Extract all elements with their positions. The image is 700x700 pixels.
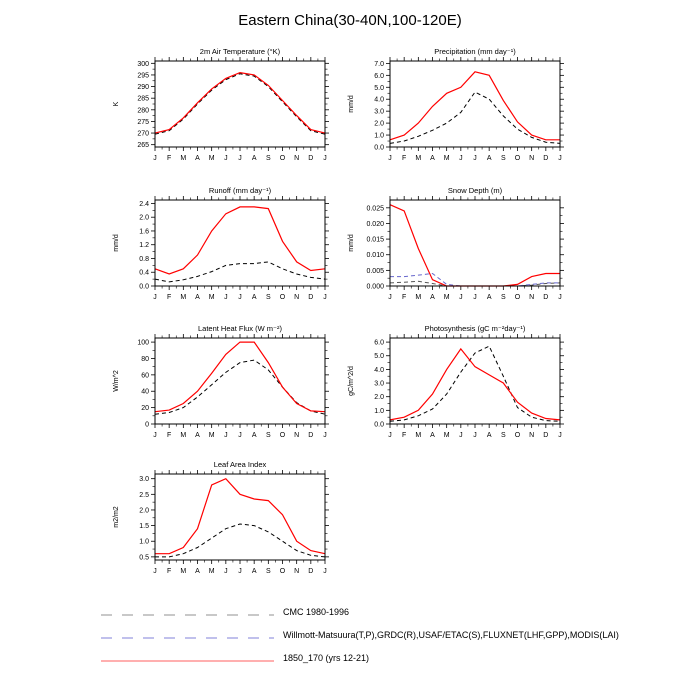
svg-text:0.5: 0.5 <box>139 554 149 562</box>
svg-text:2.0: 2.0 <box>139 214 149 222</box>
svg-text:mm/d: mm/d <box>348 95 355 113</box>
svg-text:S: S <box>265 155 271 162</box>
legend-label-cmc: CMC 1980-1996 <box>283 606 350 617</box>
svg-text:S: S <box>265 294 271 301</box>
svg-text:M: M <box>180 294 187 301</box>
svg-text:mm/d: mm/d <box>113 234 120 252</box>
svg-text:20: 20 <box>141 405 149 413</box>
svg-text:2.0: 2.0 <box>374 394 384 402</box>
svg-text:1.6: 1.6 <box>139 228 149 236</box>
svg-text:0.015: 0.015 <box>366 236 384 244</box>
chart-photosynthesis <box>340 322 590 462</box>
svg-text:M: M <box>415 432 422 439</box>
svg-text:N: N <box>529 432 535 439</box>
svg-text:6.0: 6.0 <box>374 72 384 80</box>
svg-text:O: O <box>279 568 286 575</box>
figure-title: Eastern China(30-40N,100-120E) <box>238 12 462 29</box>
svg-text:N: N <box>294 568 300 575</box>
svg-text:0.0: 0.0 <box>139 283 149 291</box>
legend-line-cmc-dashed <box>100 607 275 617</box>
svg-text:Precipitation (mm day⁻¹): Precipitation (mm day⁻¹) <box>434 47 516 56</box>
svg-text:Runoff (mm day⁻¹): Runoff (mm day⁻¹) <box>208 186 272 195</box>
svg-text:J: J <box>473 155 477 162</box>
chart-leaf-area-index <box>105 458 355 598</box>
chart-precipitation <box>340 45 590 185</box>
svg-text:J: J <box>323 294 327 301</box>
svg-text:J: J <box>323 432 327 439</box>
svg-text:N: N <box>294 432 300 439</box>
svg-text:O: O <box>514 155 521 162</box>
legend <box>100 600 619 669</box>
svg-text:0.0: 0.0 <box>374 421 384 429</box>
svg-text:4.0: 4.0 <box>374 96 384 104</box>
svg-text:J: J <box>459 294 463 301</box>
svg-text:M: M <box>443 432 450 439</box>
svg-text:S: S <box>500 294 506 301</box>
svg-text:F: F <box>167 432 172 439</box>
svg-text:3.0: 3.0 <box>374 380 384 388</box>
svg-text:J: J <box>153 432 157 439</box>
svg-text:D: D <box>543 432 549 439</box>
svg-text:N: N <box>529 294 535 301</box>
svg-text:A: A <box>251 155 257 162</box>
svg-text:6.0: 6.0 <box>374 339 384 347</box>
svg-text:mm/d: mm/d <box>348 234 355 252</box>
svg-text:J: J <box>558 155 562 162</box>
svg-text:A: A <box>195 155 200 162</box>
svg-text:S: S <box>265 568 271 575</box>
svg-text:M: M <box>443 155 450 162</box>
chart-snow-depth <box>340 184 590 324</box>
svg-text:M: M <box>208 568 215 575</box>
legend-item-willmott <box>100 623 619 646</box>
svg-text:M: M <box>208 294 215 301</box>
svg-text:295: 295 <box>137 72 149 80</box>
svg-text:S: S <box>265 432 271 439</box>
svg-text:3.0: 3.0 <box>139 476 149 484</box>
svg-text:M: M <box>180 155 187 162</box>
svg-text:M: M <box>415 294 422 301</box>
svg-text:N: N <box>294 294 300 301</box>
svg-text:1.0: 1.0 <box>374 132 384 140</box>
svg-text:J: J <box>459 155 463 162</box>
svg-text:D: D <box>308 432 314 439</box>
svg-text:M: M <box>443 294 450 301</box>
svg-text:Snow Depth (m): Snow Depth (m) <box>447 186 503 195</box>
svg-text:Latent Heat Flux (W m⁻²): Latent Heat Flux (W m⁻²) <box>198 324 282 333</box>
svg-text:J: J <box>224 432 228 439</box>
svg-text:J: J <box>238 294 242 301</box>
legend-item-model <box>100 646 619 669</box>
chart-2m-air-temperature <box>105 45 355 185</box>
svg-text:D: D <box>308 294 314 301</box>
svg-text:1.0: 1.0 <box>374 407 384 415</box>
legend-line-willmott-dashed <box>100 630 275 640</box>
legend-label-model: 1850_170 (yrs 12-21) <box>283 652 370 663</box>
svg-text:J: J <box>224 155 228 162</box>
svg-text:J: J <box>224 568 228 575</box>
svg-text:O: O <box>514 294 521 301</box>
svg-text:2.5: 2.5 <box>139 491 149 499</box>
svg-text:A: A <box>486 155 492 162</box>
chart-latent-heat-flux <box>105 322 355 462</box>
svg-text:0.0: 0.0 <box>374 144 384 152</box>
svg-text:7.0: 7.0 <box>374 60 384 68</box>
svg-text:J: J <box>153 294 157 301</box>
svg-text:F: F <box>167 155 172 162</box>
svg-text:300: 300 <box>137 60 149 68</box>
svg-text:Photosynthesis (gC m⁻²day⁻¹): Photosynthesis (gC m⁻²day⁻¹) <box>424 324 526 333</box>
svg-text:J: J <box>388 155 392 162</box>
svg-text:265: 265 <box>137 142 149 150</box>
svg-text:D: D <box>308 155 314 162</box>
svg-text:2.4: 2.4 <box>139 200 149 208</box>
svg-text:A: A <box>430 294 435 301</box>
svg-text:2.0: 2.0 <box>139 507 149 515</box>
svg-text:F: F <box>167 568 172 575</box>
svg-text:D: D <box>543 294 549 301</box>
svg-text:4.0: 4.0 <box>374 366 384 374</box>
svg-text:J: J <box>323 155 327 162</box>
svg-text:O: O <box>279 155 286 162</box>
svg-text:K: K <box>113 101 120 107</box>
svg-text:5.0: 5.0 <box>374 353 384 361</box>
svg-text:W/m^2: W/m^2 <box>113 370 120 392</box>
svg-text:J: J <box>238 432 242 439</box>
svg-text:J: J <box>388 294 392 301</box>
svg-text:3.0: 3.0 <box>374 108 384 116</box>
svg-text:Leaf Area Index: Leaf Area Index <box>213 460 267 469</box>
svg-text:J: J <box>473 432 477 439</box>
svg-text:O: O <box>514 432 521 439</box>
svg-text:5.0: 5.0 <box>374 84 384 92</box>
svg-text:J: J <box>388 432 392 439</box>
svg-text:S: S <box>500 155 506 162</box>
svg-text:F: F <box>402 294 407 301</box>
svg-text:80: 80 <box>141 355 149 363</box>
svg-text:1.5: 1.5 <box>139 523 149 531</box>
svg-text:A: A <box>195 294 200 301</box>
svg-text:gC/m^2/d: gC/m^2/d <box>348 366 355 396</box>
svg-text:J: J <box>224 294 228 301</box>
legend-label-willmott: Willmott-Matsuura(T,P),GRDC(R),USAF/ETAC(S),FLUXNET(LHF,GPP),MODIS(LAI) <box>283 629 619 640</box>
svg-text:F: F <box>167 294 172 301</box>
svg-text:280: 280 <box>137 107 149 115</box>
svg-text:A: A <box>486 432 492 439</box>
svg-text:A: A <box>251 432 257 439</box>
svg-text:M: M <box>180 568 187 575</box>
legend-line-model-solid <box>100 653 275 663</box>
svg-text:J: J <box>153 568 157 575</box>
svg-text:N: N <box>294 155 300 162</box>
svg-text:A: A <box>195 432 200 439</box>
svg-text:100: 100 <box>137 339 149 347</box>
svg-text:M: M <box>208 155 215 162</box>
svg-text:N: N <box>529 155 535 162</box>
svg-text:J: J <box>153 155 157 162</box>
legend-item-cmc <box>100 600 619 623</box>
svg-text:2m Air Temperature (°K): 2m Air Temperature (°K) <box>199 47 281 56</box>
svg-text:O: O <box>279 294 286 301</box>
svg-text:A: A <box>486 294 492 301</box>
svg-text:0.8: 0.8 <box>139 255 149 263</box>
svg-text:J: J <box>238 155 242 162</box>
svg-text:S: S <box>500 432 506 439</box>
svg-text:D: D <box>543 155 549 162</box>
svg-text:60: 60 <box>141 372 149 380</box>
svg-text:285: 285 <box>137 95 149 103</box>
svg-text:0: 0 <box>145 421 149 429</box>
svg-text:0.000: 0.000 <box>366 283 384 291</box>
svg-text:A: A <box>195 568 200 575</box>
svg-text:A: A <box>430 432 435 439</box>
svg-text:290: 290 <box>137 84 149 92</box>
svg-text:O: O <box>279 432 286 439</box>
svg-text:0.025: 0.025 <box>366 205 384 213</box>
svg-text:m2/m2: m2/m2 <box>113 506 120 528</box>
svg-text:1.0: 1.0 <box>139 538 149 546</box>
svg-text:A: A <box>430 155 435 162</box>
svg-text:275: 275 <box>137 118 149 126</box>
svg-text:40: 40 <box>141 388 149 396</box>
svg-text:A: A <box>251 294 257 301</box>
svg-text:J: J <box>473 294 477 301</box>
svg-text:M: M <box>180 432 187 439</box>
svg-text:1.2: 1.2 <box>139 242 149 250</box>
svg-text:M: M <box>208 432 215 439</box>
svg-text:J: J <box>323 568 327 575</box>
svg-text:0.010: 0.010 <box>366 252 384 260</box>
svg-text:J: J <box>558 432 562 439</box>
svg-text:0.005: 0.005 <box>366 267 384 275</box>
svg-text:2.0: 2.0 <box>374 120 384 128</box>
svg-text:A: A <box>251 568 257 575</box>
svg-text:F: F <box>402 432 407 439</box>
svg-text:J: J <box>558 294 562 301</box>
svg-text:J: J <box>238 568 242 575</box>
svg-text:0.4: 0.4 <box>139 269 149 277</box>
chart-runoff <box>105 184 355 324</box>
svg-text:J: J <box>459 432 463 439</box>
svg-text:D: D <box>308 568 314 575</box>
svg-text:M: M <box>415 155 422 162</box>
svg-text:F: F <box>402 155 407 162</box>
svg-text:270: 270 <box>137 130 149 138</box>
svg-text:0.020: 0.020 <box>366 220 384 228</box>
